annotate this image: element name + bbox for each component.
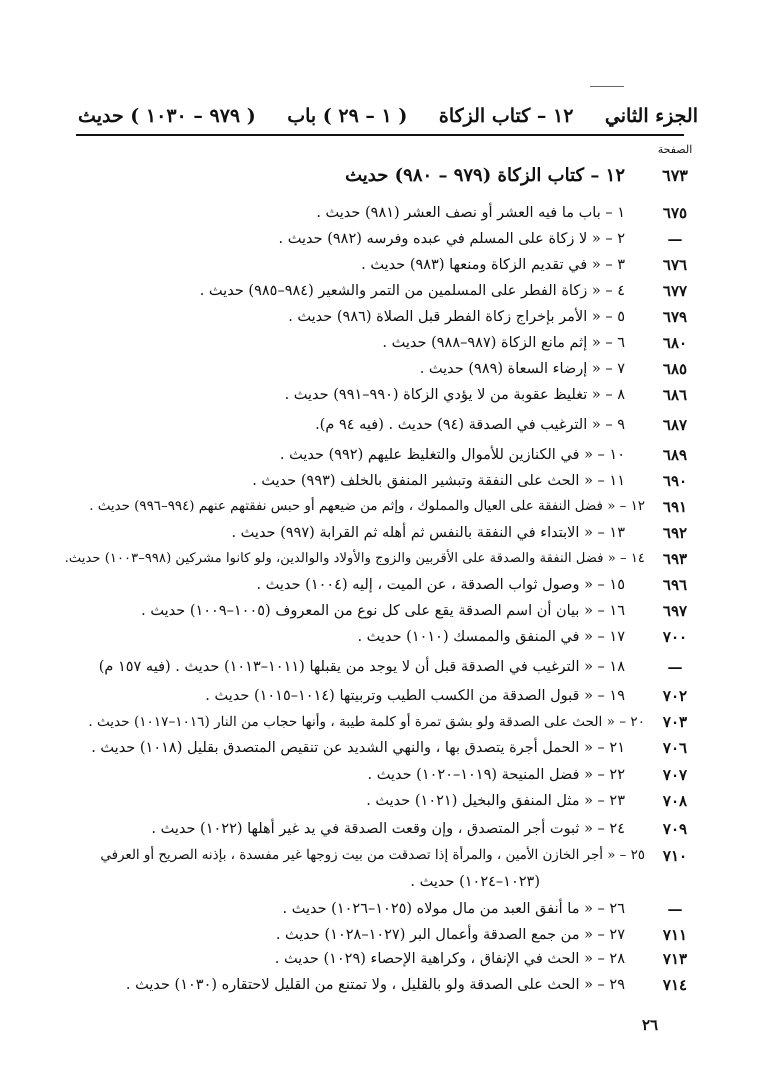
- chapter-title: ١١ – « الحث على النفقة وتبشير المنفق بالخلف (٩٩٣) حديث .: [252, 473, 625, 489]
- table-row: [0, 329, 765, 357]
- chapter-title: ٥ – « الأمر بإخراج زكاة الفطر قبل الصلاة (٩٨٦) حديث .: [288, 309, 625, 325]
- table-row: [0, 945, 765, 973]
- table-row: [0, 895, 765, 923]
- page-number: ٧٠٦: [662, 739, 688, 757]
- title-row: [0, 162, 765, 190]
- header-rule: [76, 134, 684, 136]
- chapter-title: ٣ – « في تقديم الزكاة ومنعها (٩٨٣) حديث .: [361, 257, 625, 273]
- chapter-title: ١٥ – « وصول ثواب الصدقة ، عن الميت ، إليه (١٠٠٤) حديث .: [256, 577, 625, 593]
- page-number: ٧١١: [662, 926, 688, 944]
- page-number: ٧٠٨: [662, 792, 688, 810]
- page-number: ٧٠٢: [662, 687, 688, 705]
- table-row: [0, 467, 765, 495]
- chapter-title: ١٤ – « فضل النفقة والصدقة على الأقربين والزوج والأولاد والوالدين، ولو كانوا مشركين (٩٩٨–١٠٠٣) حديث.: [64, 551, 645, 566]
- table-row: [0, 519, 765, 547]
- chapter-title: ١٢ – « فضل النفقة على العيال والمملوك ، وإثم من ضيعهم أو حبس نفقتهم عنهم (٩٩٤–٩٩٦) حديث .: [89, 499, 645, 514]
- table-row: [0, 842, 765, 870]
- chapter-title: ٢١ – « الحمل أجرة يتصدق بها ، والنهي الشديد عن تنقيص المتصدق بقليل (١٠١٨) حديث .: [91, 740, 625, 756]
- page-number: ٦٧٧: [662, 282, 688, 300]
- chapter-title: ٢٩ – « الحث على الصدقة ولو بالقليل ، ولا تمتنع من القليل لاحتقاره (١٠٣٠) حديث .: [125, 977, 625, 993]
- page-number: ٧٠٩: [662, 820, 688, 838]
- chapter-title: ٦ – « إثم مانع الزكاة (٩٨٧–٩٨٨) حديث .: [382, 335, 625, 351]
- table-row: [0, 761, 765, 789]
- table-row: [0, 303, 765, 331]
- page-number: ٧١٠: [662, 847, 688, 865]
- page-number: ٦٧٩: [662, 308, 688, 326]
- page-number: ٦٩٦: [662, 576, 688, 594]
- table-row: [0, 734, 765, 762]
- chapter-title: ٢٤ – « ثبوت أجر المتصدق ، وإن وقعت الصدقة في يد غير أهلها (١٠٢٢) حديث .: [151, 821, 625, 837]
- table-row: [0, 411, 765, 439]
- page-number: ٦٩١: [662, 498, 688, 516]
- page-number: —: [667, 230, 683, 248]
- table-row: [0, 815, 765, 843]
- chapter-title: ٢٧ – « من جمع الصدقة وأعمال البر (١٠٢٧–١٠٢٨) حديث .: [275, 927, 625, 943]
- table-row: [0, 597, 765, 625]
- page-number: ٦٩٣: [662, 550, 688, 568]
- page-number: ٧٠٧: [662, 766, 688, 784]
- table-row: [0, 493, 765, 521]
- page-number: ٦٨٧: [662, 416, 688, 434]
- page-number: ٦٧٦: [662, 256, 688, 274]
- table-row: [0, 787, 765, 815]
- chapter-title: ٩ – « الترغيب في الصدقة (٩٤) حديث . (فيه ٩٤ م).: [315, 417, 625, 433]
- chapter-title: ٢٨ – « الحث في الإنفاق ، وكراهية الإحصاء (١٠٢٩) حديث .: [274, 951, 625, 967]
- table-row: [0, 571, 765, 599]
- chapter-title: ٢٠ – « الحث على الصدقة ولو بشق تمرة أو كلمة طيبة ، وأنها حجاب من النار (١٠١٦–١٠١٧) حديث .: [88, 714, 645, 730]
- table-row: [0, 623, 765, 651]
- chapter-title: ٢٦ – « ما أنفق العبد من مال مولاه (١٠٢٥–١٠٢٦) حديث .: [282, 901, 625, 917]
- chapter-title: ٢٣ – « مثل المنفق والبخيل (١٠٢١) حديث .: [366, 793, 625, 809]
- running-header: [78, 98, 698, 134]
- page-number: —: [667, 658, 683, 676]
- page-number: ٧٠٠: [662, 628, 688, 646]
- chapter-title: ١٠ – « في الكنازين للأموال والتغليظ عليهم (٩٩٢) حديث .: [279, 447, 625, 463]
- header-part: الجزء الثاني: [604, 105, 698, 127]
- row-25-continuation: (١٠٢٣–١٠٢٤) حديث .: [410, 874, 540, 890]
- table-row: [0, 682, 765, 710]
- page-number: ٦٨٥: [662, 360, 688, 378]
- page-number: ٦٧٥: [662, 204, 688, 222]
- page-number: ٦٨٩: [662, 446, 688, 464]
- chapter-title: ٢٢ – « فضل المنيحة (١٠١٩–١٠٢٠) حديث .: [367, 767, 625, 783]
- table-row: [0, 355, 765, 383]
- table-row: [0, 381, 765, 409]
- table-row: [0, 441, 765, 469]
- page-number: ٦٨٠: [662, 334, 688, 352]
- page-number: ٧١٣: [662, 950, 688, 968]
- chapter-title: ٧ – « إرضاء السعاة (٩٨٩) حديث .: [419, 361, 625, 377]
- page-column-label: الصفحة: [657, 143, 693, 156]
- page-number: ٦٩٢: [662, 524, 688, 542]
- chapter-title: ٤ – « زكاة الفطر على المسلمين من التمر والشعير (٩٨٤–٩٨٥) حديث .: [199, 283, 625, 299]
- footer-page-number: ٢٦: [641, 1016, 659, 1034]
- page-number: ٦٩٠: [662, 472, 688, 490]
- page-number: ٧١٤: [662, 976, 688, 994]
- table-row: [0, 653, 765, 681]
- page-number: —: [667, 900, 683, 918]
- table-row: [0, 251, 765, 279]
- page-number: ٦٧٣: [662, 166, 688, 185]
- chapter-title: ٢٥ – « أجر الخازن الأمين ، والمرأة إذا تصدقت من بيت زوجها غير مفسدة ، بإذنه الصريح أو العرفي: [100, 848, 645, 863]
- chapter-title: ٨ – « تغليظ عقوبة من لا يؤدي الزكاة (٩٩٠–٩٩١) حديث .: [284, 387, 625, 403]
- header-hadith: ( ٩٧٩ – ١٠٣٠ ) حديث: [78, 105, 256, 127]
- chapter-title: ١٦ – « بيان أن اسم الصدقة يقع على كل نوع من المعروف (١٠٠٥–١٠٠٩) حديث .: [141, 603, 625, 619]
- chapter-title: ٢ – « لا زكاة على المسلم في عبده وفرسه (٩٨٢) حديث .: [278, 231, 625, 247]
- chapter-title: ١٩ – « قبول الصدقة من الكسب الطيب وتربيتها (١٠١٤–١٠١٥) حديث .: [205, 688, 625, 704]
- chapter-title: ١٣ – « الابتداء في النفقة بالنفس ثم أهله ثم القرابة (٩٩٧) حديث .: [231, 525, 625, 541]
- page-number: ٦٩٧: [662, 602, 688, 620]
- table-row: [0, 545, 765, 573]
- top-dash: [590, 86, 624, 87]
- chapter-title: ١ – باب ما فيه العشر أو نصف العشر (٩٨١) حديث .: [316, 205, 625, 221]
- page-number: ٦٨٦: [662, 386, 688, 404]
- table-row: [0, 971, 765, 999]
- book-title: ١٢ – كتاب الزكاة (٩٧٩ – ٩٨٠) حديث: [345, 165, 625, 186]
- table-row: [0, 708, 765, 736]
- table-row: [0, 277, 765, 305]
- chapter-title: ١٨ – « الترغيب في الصدقة قبل أن لا يوجد من يقبلها (١٠١١–١٠١٣) حديث . (فيه ١٥٧ م): [98, 659, 625, 675]
- header-chapters: ( ١ – ٢٩ ) باب: [287, 105, 408, 127]
- page-number: ٧٠٣: [662, 713, 688, 731]
- header-book: ١٢ – كتاب الزكاة: [438, 105, 574, 127]
- table-row: [0, 225, 765, 253]
- chapter-title: ١٧ – « في المنفق والممسك (١٠١٠) حديث .: [357, 629, 625, 645]
- table-row: [0, 199, 765, 227]
